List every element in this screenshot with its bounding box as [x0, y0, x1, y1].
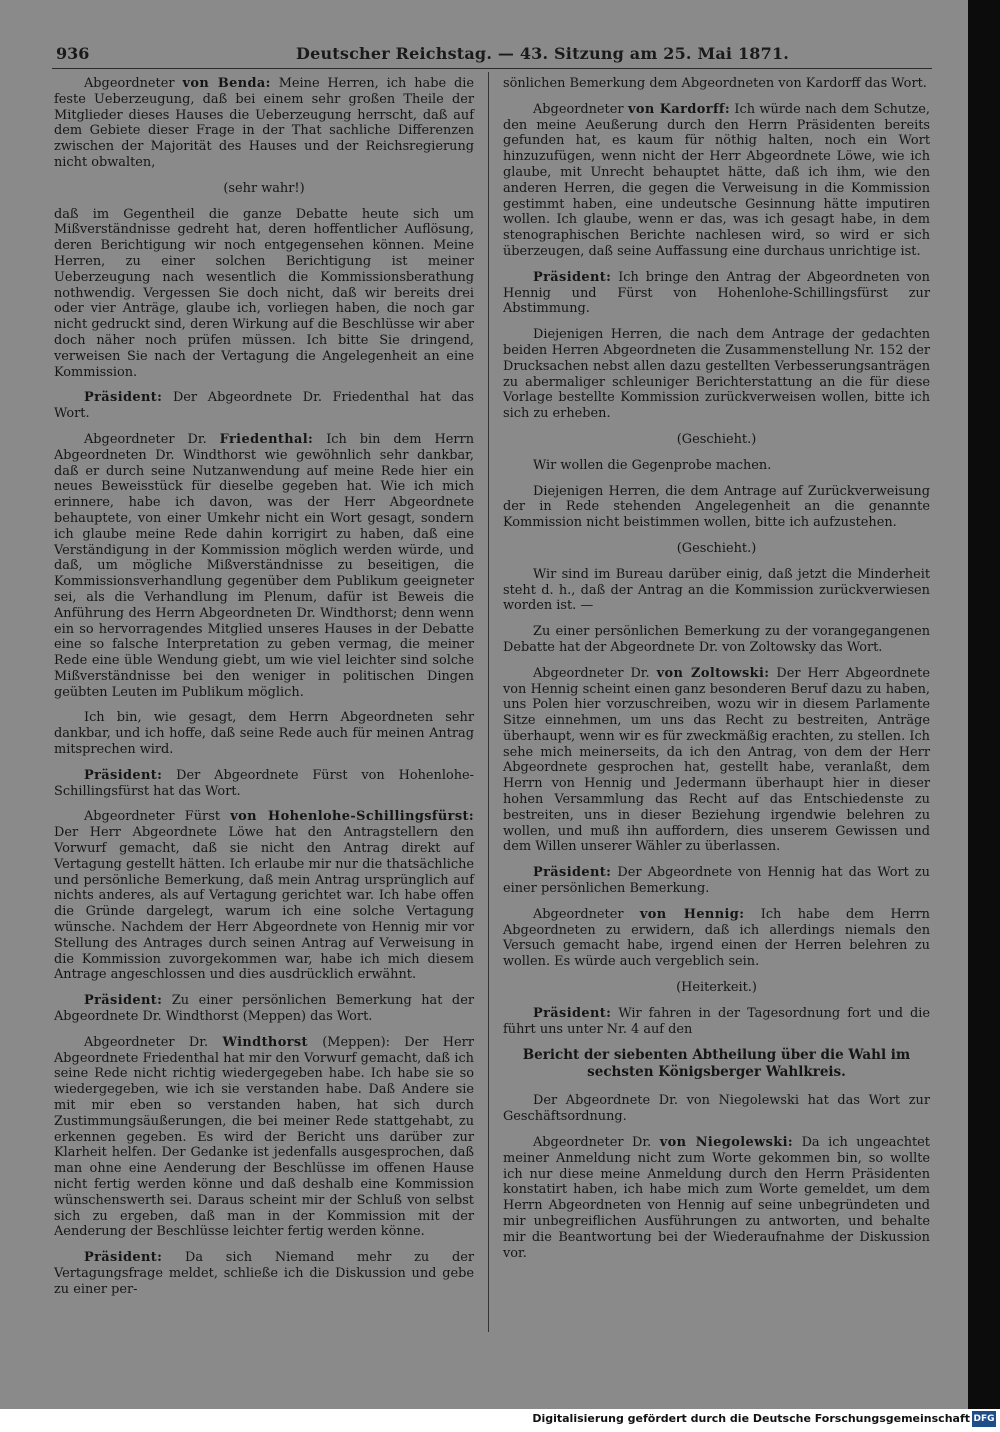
speech-paragraph	[503, 865, 930, 897]
speech-text: Der Herr Abgeordnete Löwe hat den Antragstellern den Vorwurf gemacht, daß sie nicht den Antrag direkt auf Vertagung gestellt hätten. Ich erlaube mir nur die thatsächliche und persönliche Bemerkung, daß mein Antrag ursprünglich auf nichts anderes, als auf Vertagung gerichtet war. Ich habe offen die Gründe dargelegt, warum ich eine solche Vertagung wünsche. Nachdem der Herr Abgeordnete von Hennig mir vor Stellung des Antrages durch seinen Antrag auf Verweisung in die Kommission zuvorgekommen war, habe ich mich diesem Antrage angeschlossen und dies ausdrücklich erwähnt.	[54, 825, 474, 983]
speaker-prefix: Abgeordneter Dr.	[533, 665, 650, 681]
stage-direction: (Geschieht.)	[676, 431, 757, 447]
speaker-name: Präsident:	[84, 993, 163, 1009]
text-paragraph: Der Abgeordnete Dr. von Niegolewski hat das Wort zur Geschäftsordnung.	[503, 1093, 930, 1125]
right-column	[503, 76, 930, 1271]
digitization-credit: Digitalisierung gefördert durch die Deutsche Forschungsgemeinschaft	[532, 1412, 970, 1425]
speaker-name: Windthorst	[222, 1034, 308, 1050]
speech-text: Zu einer persönlichen Bemerkung hat der Abgeordnete Dr. Windthorst (Meppen) das Wort.	[54, 993, 474, 1025]
speech-paragraph	[503, 907, 930, 970]
stage-direction: (sehr wahr!)	[223, 180, 305, 196]
speech-text: Ich habe dem Herrn Abgeordneten zu erwidern, daß ich allerdings niemals den Versuch gemacht habe, irgend einen der Herren belehren zu wollen. Es würde auch vergeblich sein.	[503, 906, 930, 970]
speech-text: Da sich Niemand mehr zu der Vertagungsfrage meldet, schließe ich die Diskussion und gebe zu einer per-	[54, 1250, 474, 1297]
speech-paragraph	[54, 390, 474, 422]
speech-paragraph	[54, 432, 474, 701]
speech-text: Der Herr Abgeordnete von Hennig scheint einen ganz besonderen Beruf dazu zu haben, uns Polen hier vorzuschreiben, wozu wir in diesem Parlamente Sitze einnehmen, um uns das Recht zu bestreiten, Anträge überhaupt, wenn wir es für zweckmäßig erachten, zu stellen. Ich sehe mich meinerseits, da ich den Antrag, von dem der Herr Abgeordnete gesprochen hat, gestellt habe, veranlaßt, dem Herrn von Hennig und Jedermann überhaupt hier in dieser hohen Versammlung das Recht auf das Entschiedenste zu bestreiten, uns in dieser Beziehung irgendwie belehren zu wollen, und muß ihn auffordern, dies unserem Gewissen und dem Willen unserer Wähler zu überlassen.	[503, 665, 930, 855]
running-title: Deutscher Reichstag. — 43. Sitzung am 25. Mai 1871.	[296, 44, 790, 63]
column-divider	[488, 72, 489, 1332]
stage-direction: (Geschieht.)	[676, 540, 757, 556]
speaker-prefix: Abgeordneter	[84, 76, 175, 91]
stage-direction: (Heiterkeit.)	[676, 980, 757, 996]
header-rule	[52, 68, 932, 69]
text-paragraph: sönlichen Bemerkung dem Abgeordneten von Kardorff das Wort.	[503, 76, 927, 91]
speech-paragraph	[503, 1135, 930, 1261]
speech-paragraph	[54, 993, 474, 1025]
speech-text: Der Abgeordnete Dr. Friedenthal hat das Wort.	[54, 390, 474, 422]
speaker-name: von Niegolewski:	[659, 1135, 794, 1151]
speech-paragraph	[503, 1006, 930, 1038]
text-paragraph: Diejenigen Herren, die dem Antrage auf Zurückverweisung der in Rede stehenden Angelegenheit an die genannte Kommission nicht beistimmen wollen, bitte ich aufzustehen.	[503, 483, 930, 531]
speaker-prefix: Abgeordneter Dr.	[533, 1135, 652, 1151]
speech-text: (Meppen): Der Herr Abgeordnete Friedenthal hat mir den Vorwurf gemacht, daß ich seine Rede nicht richtig wiedergegeben habe. Ich habe sie so wiedergegeben, wie ich sie verstanden habe. Daß Andere sie mit mir eben so verstanden haben, hat sich durch Zustimmungsäußerungen, die bei meiner Rede stattgehabt, zu erkennen gegeben. Es wird der Bericht uns darüber zur Klarheit helfen. Der Gedanke ist jedenfalls ausgesprochen, daß man ohne eine Aenderung der Beschlüsse im offenen Hause nicht fertig werden könne und daß deshalb eine Kommission wünschenswerth sei. Daraus scheint mir der Schluß von selbst sich zu ergeben, daß man in der Kommission mit der Aenderung der Beschlüsse leichter fertig werden könne.	[54, 1034, 474, 1240]
speaker-prefix: Abgeordneter Dr.	[84, 431, 207, 447]
page-number: 936	[56, 44, 90, 63]
agenda-heading: Bericht der siebenten Abtheilung über die Wahl im sechsten Königsberger Wahlkreis.	[522, 1047, 911, 1081]
speech-paragraph	[54, 76, 474, 171]
speaker-name: von Kardorff:	[627, 101, 730, 117]
speaker-name: Präsident:	[84, 1250, 163, 1266]
text-paragraph: daß im Gegentheil die ganze Debatte heute sich um Mißverständnisse gedreht hat, deren hoffentlicher Auflösung, deren Berichtigung wir noch entgegensehen können. Meine Herren, zu einer solchen Berichtigung ist meiner Ueberzeugung nach wesentlich die Kommissionsberathung nothwendig. Vergessen Sie doch nicht, daß wir bereits drei oder vier Anträge, glaube ich, vorliegen haben, die noch gar nicht gedruckt sind, deren Wirkung auf die Beschlüsse wir aber doch näher noch prüfen müssen. Ich bitte Sie dringend, verweisen Sie nach der Vertagung die Angelegenheit an eine Kommission.	[54, 206, 474, 380]
speech-paragraph	[503, 666, 930, 856]
speech-text: Ich würde nach dem Schutze, den meine Aeußerung durch den Herrn Präsidenten bereits gefunden hat, es kaum für nöthig halten, noch ein Wort hinzuzufügen, wenn nicht der Herr Abgeordnete Löwe, wie ich glaube, mit Unrecht behauptet hätte, daß ich ihm, wie den anderen Herren, die gegen die Verweisung in die Kommission gestimmt haben, eine undeutsche Gesinnung hätte imputiren wollen. Ich glaube, wenn er das, was ich gesagt habe, in dem stenographischen Berichte nachlesen wird, so wird er sich überzeugen, daß seine Auffassung eine durchaus unrichtige ist.	[503, 101, 930, 259]
left-column	[54, 76, 474, 1308]
speaker-prefix: Abgeordneter	[533, 906, 624, 922]
text-paragraph: Ich bin, wie gesagt, dem Herrn Abgeordneten sehr dankbar, und ich hoffe, daß seine Rede auch für meinen Antrag mitsprechen wird.	[54, 710, 474, 758]
speech-paragraph	[503, 102, 930, 260]
page-header	[56, 44, 936, 68]
speech-paragraph	[54, 768, 474, 800]
speaker-name: von Hohenlohe-Schillingsfürst:	[230, 809, 474, 825]
text-paragraph: Zu einer persönlichen Bemerkung zu der vorangegangenen Debatte hat der Abgeordnete Dr. von Zoltowsky das Wort.	[503, 624, 930, 655]
text-paragraph: Wir wollen die Gegenprobe machen.	[533, 457, 772, 473]
speaker-name: Präsident:	[533, 269, 612, 285]
speech-text: Der Abgeordnete Fürst von Hohenlohe-Schillingsfürst hat das Wort.	[54, 767, 474, 799]
speaker-name: von Hennig:	[639, 906, 745, 922]
text-paragraph: Wir sind im Bureau darüber einig, daß jetzt die Minderheit steht d. h., daß der Antrag an die Kommission zurückverwiesen worden ist. —	[503, 566, 930, 614]
speaker-prefix: Abgeordneter Fürst	[84, 809, 220, 825]
speaker-prefix: Abgeordneter	[533, 101, 624, 117]
speech-paragraph	[54, 1035, 474, 1240]
speech-text: Meine Herren, ich habe die feste Ueberzeugung, daß bei einem sehr großen Theile der Mitglieder dieses Hauses die Ueberzeugung herrscht, daß auf dem Gebiete dieser Frage in der That sachliche Differenzen zwischen der Majorität des Hauses und der Reichsregierung nicht obwalten,	[54, 76, 474, 170]
speaker-name: von Zoltowski:	[656, 665, 770, 681]
text-paragraph: Diejenigen Herren, die nach dem Antrage der gedachten beiden Herren Abgeordneten die Zusammenstellung Nr. 152 der Drucksachen nebst allen dazu gestellten Verbesserungsanträgen zu abermaliger schleuniger Berichterstattung an die für diese Vorlage bestellte Kommission zurückverweisen wollen, bitte ich sich zu erheben.	[503, 327, 930, 422]
speech-paragraph	[54, 1250, 474, 1297]
speech-paragraph	[54, 809, 474, 983]
speaker-name: Friedenthal:	[219, 431, 314, 447]
speech-text: Ich bringe den Antrag der Abgeordneten von Hennig und Fürst von Hohenlohe-Schillingsfürst zur Abstimmung.	[503, 269, 930, 317]
speech-text: Ich bin dem Herrn Abgeordneten Dr. Windthorst wie gewöhnlich sehr dankbar, daß er durch seine Nutzanwendung auf meine Rede hier ein neues Beweisstück für dieselbe gegeben hat. Wie ich mich erinnere, habe ich davon, was der Herr Abgeordnete behauptete, von einer Umkehr nicht ein Wort gesagt, sondern ich glaube meine Rede dahin korrigirt zu haben, daß eine Verständigung in der Kommission möglich werden würde, und daß, um mögliche Mißverständnisse zu beseitigen, die Kommissionsverhandlung gegenüber dem Publikum geeigneter sei, als die Verhandlung im Plenum, dafür ist Beweis die Anführung des Herrn Abgeordneten Dr. Windthorst; denn wenn ein so hervorragendes Mitglied unseres Hauses in der Debatte eine so falsche Interpretation zu geben vermag, die meiner Rede eine üble Wendung giebt, um wie viel leichter sind solche Mißverständnisse bei den weniger in politischen Dingen geübten Leuten im Publikum möglich.	[54, 431, 474, 700]
speaker-name: Präsident:	[533, 865, 612, 881]
speech-paragraph	[503, 270, 930, 317]
scan-edge	[968, 0, 1000, 1409]
dfg-logo: DFG	[972, 1411, 996, 1427]
speaker-name: Präsident:	[84, 767, 163, 783]
speech-text: Da ich ungeachtet meiner Anmeldung nicht zum Worte gekommen bin, so wollte ich nur diese meine Anmeldung durch den Herrn Präsidenten konstatirt haben, ich habe mich zum Worte gemeldet, um dem Herrn Abgeordneten von Hennig auf seine unbegründeten und mir unbegreiflichen Ausführungen zu antworten, und behalte mir die Beantwortung bei der Wiederaufnahme der Diskussion vor.	[503, 1135, 930, 1261]
speaker-name: Präsident:	[84, 390, 163, 406]
speaker-name: von Benda:	[182, 76, 271, 91]
speech-text: Wir fahren in der Tagesordnung fort und die führt uns unter Nr. 4 auf den	[503, 1005, 930, 1037]
speech-text: Der Abgeordnete von Hennig hat das Wort zu einer persönlichen Bemerkung.	[503, 865, 930, 897]
speaker-name: Präsident:	[533, 1005, 612, 1021]
speaker-prefix: Abgeordneter Dr.	[84, 1034, 209, 1050]
